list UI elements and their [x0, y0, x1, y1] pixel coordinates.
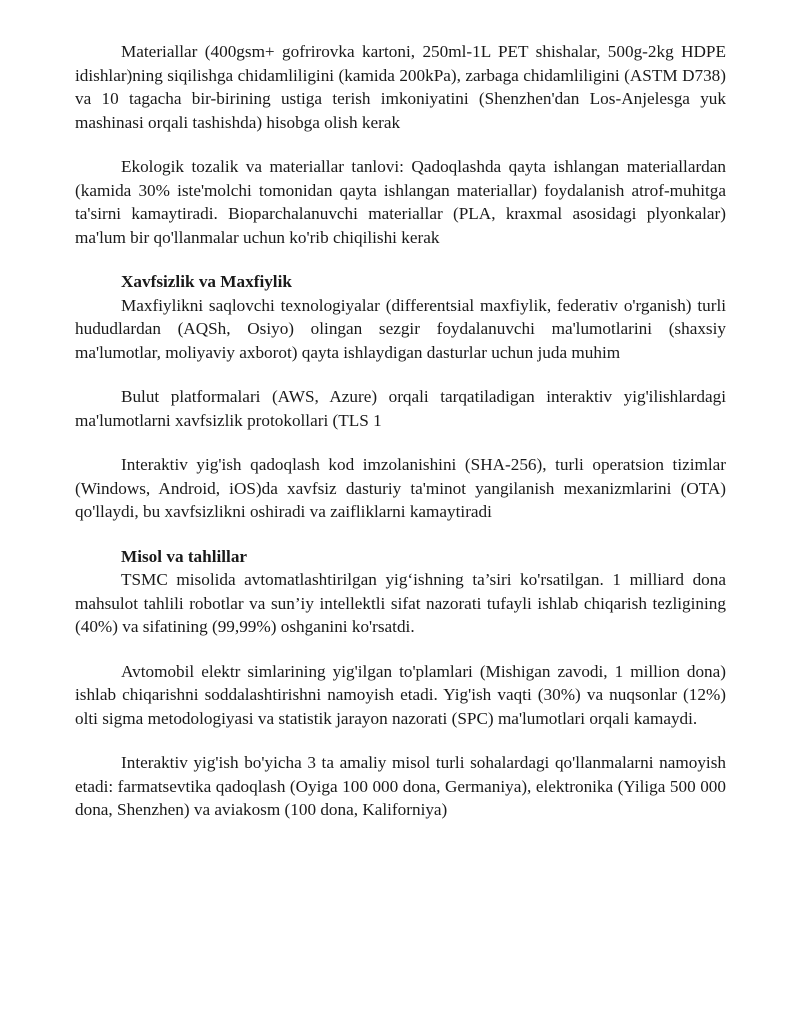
paragraph-ecology: Ekologik tozalik va materiallar tanlovi: Qadoqlashda qayta ishlangan materiallardan (kamida 30% iste'molchi tomonidan qayta ishlangan materiallar) foydalanish atrof-muhitga ta'sirni kamaytiradi. Bioparchalanuvchi materiallar (PLA, kraxmal asosidagi plyonkalar) ma'lum bir qo'llanmalar uchun ko'rib chiqilishi kerak [75, 157, 726, 247]
section-examples [75, 545, 726, 822]
paragraph-privacy-tech: Maxfiylikni saqlovchi texnologiyalar (differentsial maxfiylik, federativ o'rganish) turli hududlardan (AQSh, Osiyo) olingan sezgir foydalanuvchi ma'lumotlarini (shaxsiy ma'lumotlar, moliyaviy axborot) qayta ishlaydigan dasturlar uchun juda muhim [75, 295, 726, 362]
paragraph-materials: Materiallar (400gsm+ gofrirovka kartoni, 250ml-1L PET shishalar, 500g-2kg HDPE idishlar)ning siqilishga chidamliligini (kamida 200kPa), zarbaga chidamliligini (ASTM D738) va 10 tagacha bir-birining ustiga terish imkoniyatini (Shenzhen'dan Los-Anjelesga yuk mashinasi orqali tashishda) hisobga olish kerak [75, 42, 726, 132]
section-heading-security: Xavfsizlik va Maxfiylik [121, 272, 292, 291]
paragraph-automotive: Avtomobil elektr simlarining yig'ilgan to'plamlari (Mishigan zavodi, 1 million dona) ishlab chiqarishni soddalashtirishni namoyish etadi. Yig'ish vaqti (30%) va nuqsonlar (12%) olti sigma metodologiyasi va statistik jarayon nazorati (SPC) ma'lumotlari orqali kamaydi. [75, 661, 726, 728]
paragraph-case-studies: Interaktiv yig'ish bo'yicha 3 ta amaliy misol turli sohalardagi qo'llanmalarni namoyish etadi: farmatsevtika qadoqlash (Oyiga 100 000 dona, Germaniya), elektronika (Yiliga 500 000 dona, Shenzhen) va aviakosm (100 dona, Kaliforniya) [75, 753, 726, 819]
document-page [75, 40, 726, 843]
paragraph-cloud-security: Bulut platformalari (AWS, Azure) orqali tarqatiladigan interaktiv yig'ilishlardagi ma'lumotlarni xavfsizlik protokollari (TLS 1 [75, 387, 726, 430]
section-security [75, 270, 726, 524]
section-heading-examples: Misol va tahlillar [121, 546, 248, 566]
paragraph-tsmc: TSMC misolida avtomatlashtirilgan yig‘ishning ta’siri ko'rsatilgan. 1 milliard dona mahsulot tahlili robotlar va sun’iy intellektli sifat nazorati tufayli ishlab chiqarish tezligining (40%) va sifatining (99,99%) oshganini ko'rsatdi. [75, 570, 726, 636]
paragraph-code-signing: Interaktiv yig'ish qadoqlash kod imzolanishini (SHA-256), turli operatsion tizimlar (Windows, Android, iOS)da xavfsiz dasturiy ta'minot yangilanish mexanizmlarini (OTA) qo'llaydi, bu xavfsizlikni oshiradi va zaifliklarni kamaytiradi [75, 455, 726, 521]
